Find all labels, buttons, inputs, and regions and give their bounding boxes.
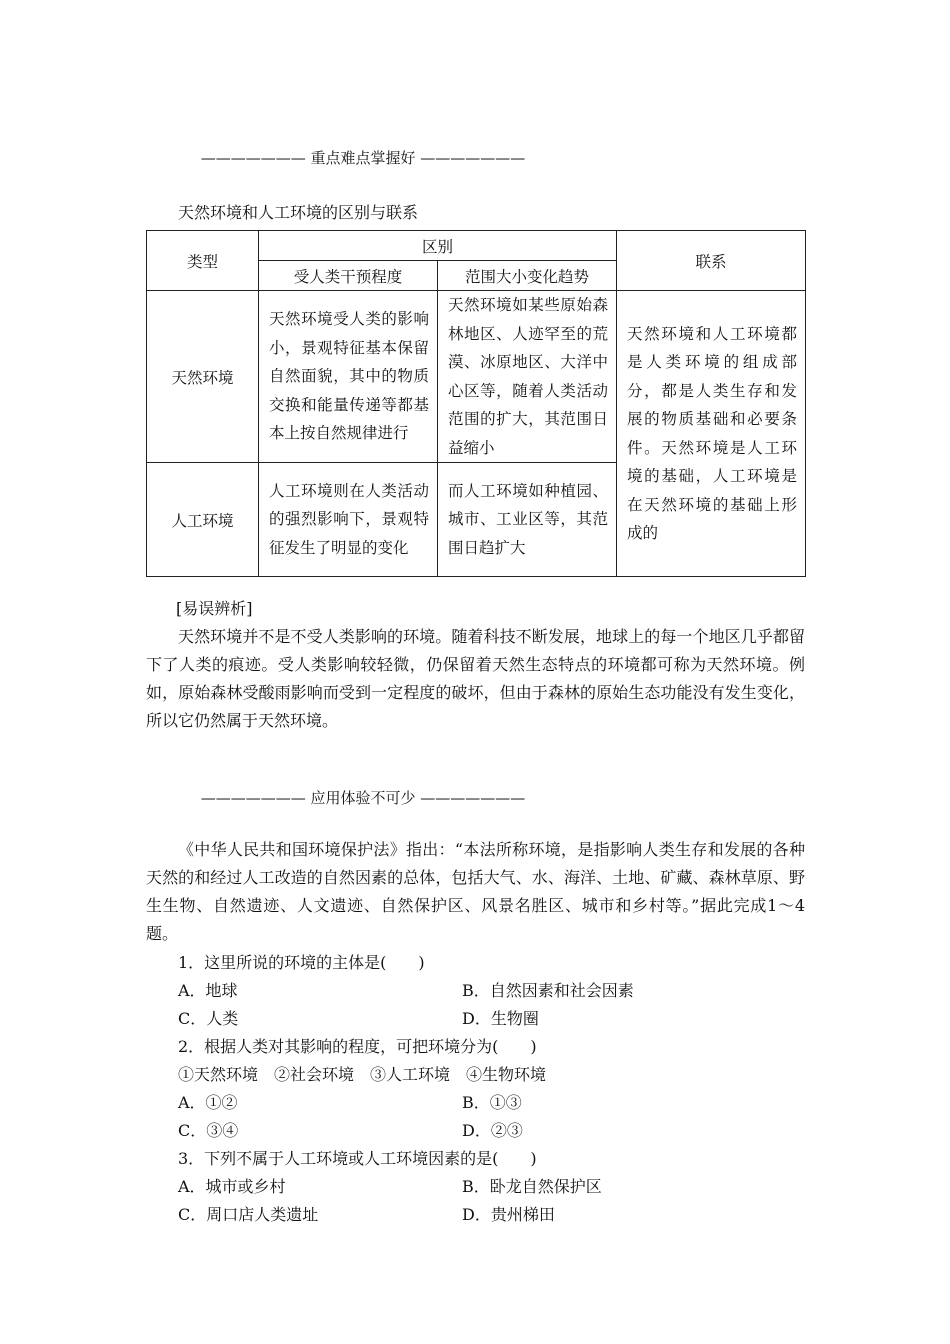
q2-option-c: C．③④: [178, 1121, 239, 1140]
row-type-natural: 天然环境: [147, 291, 259, 463]
question-2-stem: 2．根据人类对其影响的程度，可把环境分为( ): [178, 1037, 537, 1056]
header-difference: 区别: [259, 231, 617, 261]
row-artificial-degree: 人工环境则在人类活动的强烈影响下，景观特征发生了明显的变化: [259, 463, 438, 577]
row-type-artificial: 人工环境: [147, 463, 259, 577]
q2-option-d: D．②③: [462, 1121, 523, 1140]
question-1-stem: 1．这里所说的环境的主体是( ): [178, 953, 425, 972]
row-natural-degree: 天然环境受人类的影响小，景观特征基本保留自然面貌，其中的物质交换和能量传递等都基本上按自然规律进行: [259, 291, 438, 463]
q2-option-a: A．①②: [178, 1093, 238, 1112]
q1-option-b: B．自然因素和社会因素: [462, 981, 634, 1000]
header-relation: 联系: [617, 231, 806, 291]
q1-option-d: D．生物圈: [462, 1009, 539, 1028]
table-row: [147, 291, 806, 463]
header-type: 类型: [147, 231, 259, 291]
analysis-title: [易误辨析]: [176, 599, 253, 618]
row-natural-range: 天然环境如某些原始森林地区、人迹罕至的荒漠、冰原地区、大洋中心区等，随着人类活动范围的扩大，其范围日益缩小: [438, 291, 617, 463]
section-heading-key-points: ——————— 重点难点掌握好 ———————: [200, 149, 526, 167]
question-3-stem: 3．下列不属于人工环境或人工环境因素的是( ): [178, 1149, 537, 1168]
q1-option-a: A．地球: [178, 981, 238, 1000]
header-degree: 受人类干预程度: [259, 261, 438, 291]
q3-option-b: B．卧龙自然保护区: [462, 1177, 602, 1196]
q1-option-c: C．人类: [178, 1009, 239, 1028]
relation-cell: 天然环境和人工环境都是人类环境的组成部分，都是人类生存和发展的物质基础和必要条件。天然环境是人工环境的基础，人工环境是在天然环境的基础上形成的: [617, 291, 806, 577]
row-artificial-range: 而人工环境如种植园、城市、工业区等，其范围日趋扩大: [438, 463, 617, 577]
q3-option-c: C．周口店人类遗址: [178, 1205, 319, 1224]
q3-option-d: D．贵州梯田: [462, 1205, 555, 1224]
header-range: 范围大小变化趋势: [438, 261, 617, 291]
q3-option-a: A．城市或乡村: [178, 1177, 286, 1196]
q2-items: ①天然环境 ②社会环境 ③人工环境 ④生物环境: [178, 1065, 547, 1084]
table-caption: 天然环境和人工环境的区别与联系: [178, 203, 419, 222]
q2-option-b: B．①③: [462, 1093, 522, 1112]
section-heading-practice: ——————— 应用体验不可少 ———————: [200, 789, 526, 807]
passage-text: 《中华人民共和国环境保护法》指出：“本法所称环境，是指影响人类生存和发展的各种天然的和经过人工改造的自然因素的总体，包括大气、水、海洋、土地、矿藏、森林草原、野生生物、自然遗迹、人文遗迹、自然保护区、风景名胜区、城市和乡村等。”据此完成1～4题。: [146, 840, 805, 943]
comparison-table: [146, 230, 806, 577]
analysis-text: 天然环境并不是不受人类影响的环境。随着科技不断发展，地球上的每一个地区几乎都留下了人类的痕迹。受人类影响较轻微，仍保留着天然生态特点的环境都可称为天然环境。例如，原始森林受酸雨影响而受到一定程度的破坏，但由于森林的原始生态功能没有发生变化，所以它仍然属于天然环境。: [146, 627, 805, 730]
